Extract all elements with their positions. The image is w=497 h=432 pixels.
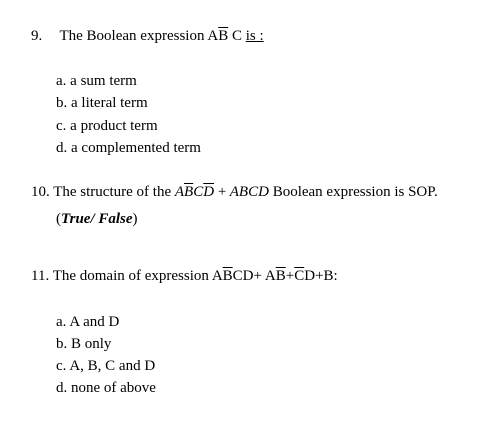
q9-option-a: a. a sum term bbox=[56, 73, 137, 89]
q11-text-pre: The domain of expression A bbox=[52, 268, 223, 284]
q10-expr-d-bar: $\overline{D}$ bbox=[203, 184, 215, 200]
q11-b-bar-1: $\overline{B}$ bbox=[222, 268, 233, 284]
q10-expr-c: C bbox=[193, 184, 204, 200]
q11-plus: + bbox=[285, 268, 295, 284]
q11-cd-plus: CD+ A bbox=[232, 268, 276, 284]
q9-stem bbox=[31, 27, 264, 45]
q10-true-false-label: True/ False bbox=[61, 211, 133, 227]
q11-option-a: a. A and D bbox=[56, 314, 120, 330]
q9-text-pre: The Boolean expression A bbox=[59, 28, 219, 44]
q11-option-b: b. B only bbox=[56, 336, 112, 352]
q10-expr-abcd: ABCD bbox=[229, 184, 269, 200]
q9-option-c: c. a product term bbox=[56, 118, 158, 134]
q10-number: 10. bbox=[31, 184, 50, 200]
q11-number: 11. bbox=[31, 268, 50, 284]
q10-expr-plus: + bbox=[217, 184, 227, 200]
q9-b-bar: $\overline{B}$ bbox=[218, 28, 229, 44]
q9-is: is : bbox=[245, 28, 264, 44]
q10-expr-a: A bbox=[174, 184, 185, 200]
q10-expression bbox=[175, 184, 269, 200]
q11-c-bar: $\overline{C}$ bbox=[294, 268, 305, 284]
q11-tail: D+B: bbox=[304, 268, 338, 284]
q11-b-bar-2: $\overline{B}$ bbox=[275, 268, 286, 284]
q9-option-b: b. a literal term bbox=[56, 95, 148, 111]
q11-stem bbox=[31, 267, 338, 285]
q9-number: 9. bbox=[31, 28, 43, 44]
q11-option-c: c. A, B, C and D bbox=[56, 358, 156, 374]
q10-text-post: Boolean expression is SOP. bbox=[272, 184, 438, 200]
q9-option-d: d. a complemented term bbox=[56, 140, 201, 156]
q10-true-false: (True/ False) bbox=[56, 211, 138, 227]
q9-text-post: C bbox=[228, 28, 246, 44]
q10-expr-b-bar: $\overline{B}$ bbox=[184, 184, 194, 200]
q10-text-pre: The structure of the bbox=[53, 184, 172, 200]
q10-stem bbox=[31, 183, 438, 201]
q11-option-d: d. none of above bbox=[56, 380, 156, 396]
